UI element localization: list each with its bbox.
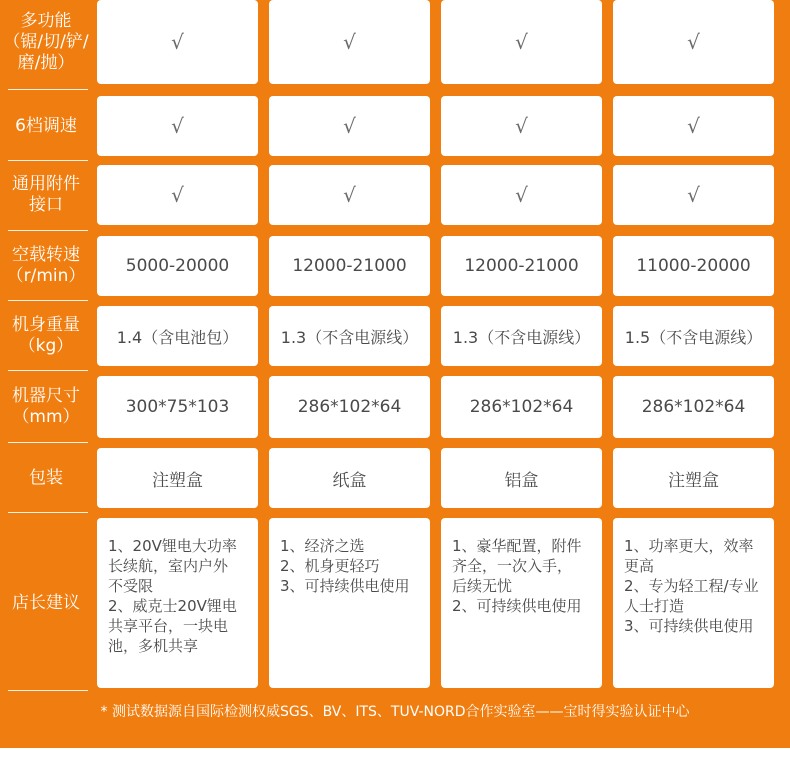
table-cell: √	[441, 0, 602, 84]
table-cell: √	[613, 96, 774, 156]
table-cell: 注塑盒	[613, 448, 774, 508]
row-divider	[8, 300, 88, 301]
table-cell: 1、经济之选 2、机身更轻巧 3、可持续供电使用	[269, 518, 430, 688]
table-cell: 1、20V锂电大功率 长续航，室内户外 不受限 2、威克士20V锂电 共享平台，一块电 池，多机共享	[97, 518, 258, 688]
table-cell: 11000-20000	[613, 236, 774, 296]
table-cell: √	[97, 96, 258, 156]
table-row	[0, 376, 790, 438]
row-label: 空载转速 （r/min）	[6, 245, 86, 286]
table-row	[0, 96, 790, 156]
row-divider	[8, 230, 88, 231]
table-cell: 铝盒	[441, 448, 602, 508]
table-row	[0, 518, 790, 688]
table-cell: √	[613, 165, 774, 225]
table-cell: √	[441, 165, 602, 225]
table-cell: 纸盒	[269, 448, 430, 508]
row-divider	[8, 512, 88, 513]
table-cell: √	[97, 0, 258, 84]
table-cell: √	[269, 96, 430, 156]
table-cell: 1.4（含电池包）	[97, 306, 258, 366]
row-divider	[8, 690, 88, 691]
table-cell: √	[269, 165, 430, 225]
footnote: * 测试数据源自国际检测权威SGS、BV、ITS、TUV-NORD合作实验室——宝时得实验认证中心	[100, 704, 690, 720]
table-cell: 1、豪华配置，附件 齐全，一次入手， 后续无忧 2、可持续供电使用	[441, 518, 602, 688]
row-divider	[8, 370, 88, 371]
table-cell: 286*102*64	[441, 376, 602, 438]
table-cell: √	[97, 165, 258, 225]
table-cell: √	[269, 0, 430, 84]
row-label: 店长建议	[12, 592, 80, 613]
table-cell: 300*75*103	[97, 376, 258, 438]
table-cell: 12000-21000	[269, 236, 430, 296]
row-label: 机器尺寸 （mm）	[12, 386, 80, 427]
table-row	[0, 448, 790, 508]
row-divider	[8, 442, 88, 443]
row-divider	[8, 160, 88, 161]
row-label: 6档调速	[15, 115, 77, 136]
row-label: 机身重量 （kg）	[12, 315, 80, 356]
table-cell: √	[441, 96, 602, 156]
row-label: 通用附件 接口	[12, 174, 80, 215]
table-cell: 1.3（不含电源线）	[269, 306, 430, 366]
table-cell: 286*102*64	[613, 376, 774, 438]
table-cell: 1、功率更大，效率 更高 2、专为轻工程/专业 人士打造 3、可持续供电使用	[613, 518, 774, 688]
table-row	[0, 236, 790, 296]
table-row	[0, 165, 790, 225]
row-label: 包装	[29, 467, 63, 488]
table-cell: 286*102*64	[269, 376, 430, 438]
table-row	[0, 0, 790, 84]
table-row	[0, 306, 790, 366]
table-cell: √	[613, 0, 774, 84]
table-cell: 12000-21000	[441, 236, 602, 296]
row-label: 多功能 （锯/切/铲/ 磨/抛）	[3, 10, 89, 73]
row-divider	[8, 89, 88, 90]
table-cell: 注塑盒	[97, 448, 258, 508]
table-cell: 1.5（不含电源线）	[613, 306, 774, 366]
table-cell: 5000-20000	[97, 236, 258, 296]
table-cell: 1.3（不含电源线）	[441, 306, 602, 366]
